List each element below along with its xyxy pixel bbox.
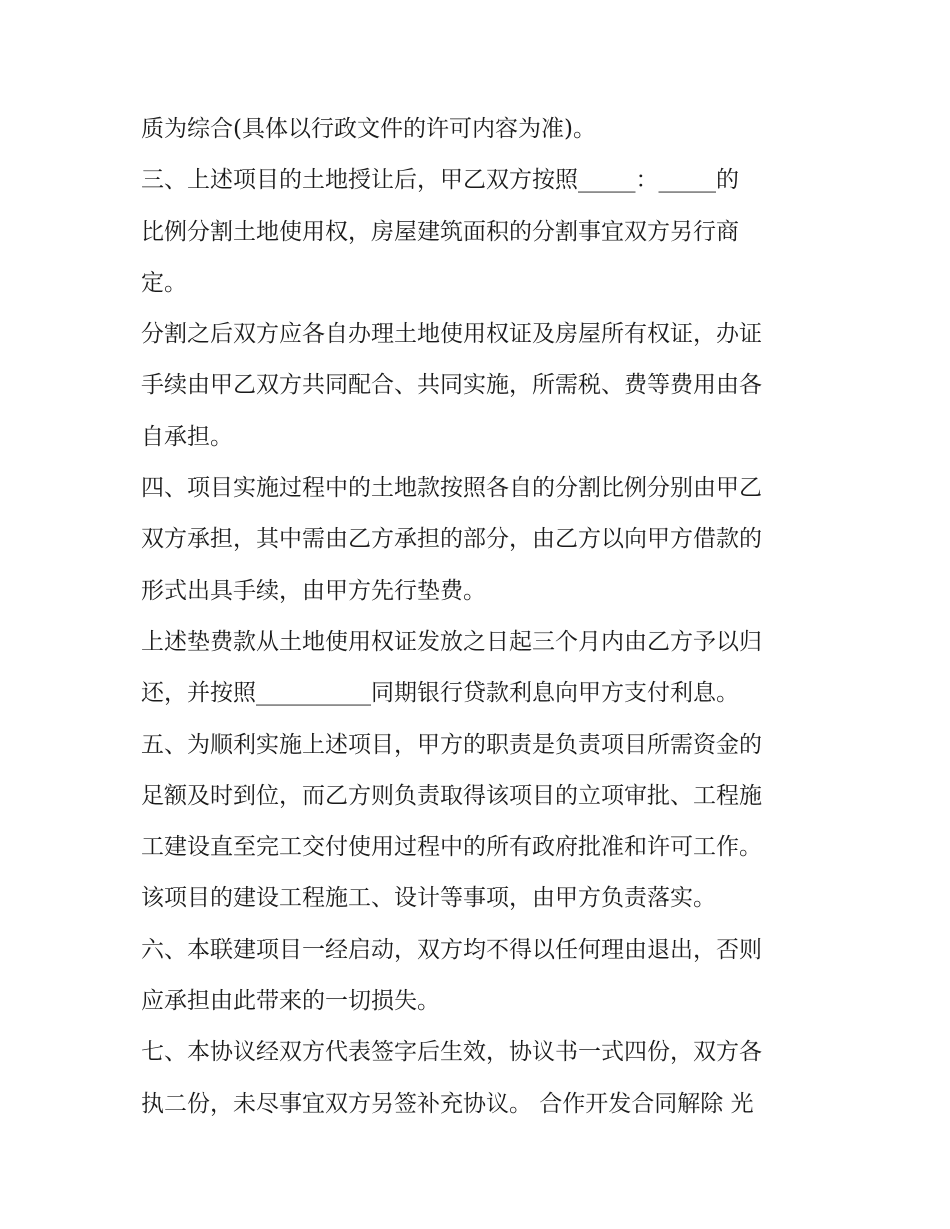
text-line: 三、上述项目的土地授让后，甲乙双方按照_____：_____的 — [141, 167, 739, 194]
text-line: 分割之后双方应各自办理土地使用权证及房屋所有权证，办证 — [141, 321, 762, 348]
text-line: 双方承担，其中需由乙方承担的部分，由乙方以向甲方借款的 — [141, 526, 762, 553]
text-line: 执二份，未尽事宜双方另签补充协议。 合作开发合同解除 光 — [141, 1090, 754, 1117]
text-line: 工建设直至完工交付使用过程中的所有政府批准和许可工作。 — [141, 834, 762, 861]
text-line: 定。 — [141, 269, 187, 296]
text-line: 还，并按照__________同期银行贷款利息向甲方支付利息。 — [141, 680, 739, 707]
text-line: 该项目的建设工程施工、设计等事项，由甲方负责落实。 — [141, 885, 716, 912]
text-line: 自承担。 — [141, 423, 233, 450]
text-line: 应承担由此带来的一切损失。 — [141, 988, 440, 1015]
text-line: 五、为顺利实施上述项目，甲方的职责是负责项目所需资金的 — [141, 731, 762, 758]
text-line: 六、本联建项目一经启动，双方均不得以任何理由退出，否则 — [141, 936, 762, 963]
text-line: 七、本协议经双方代表签字后生效，协议书一式四份，双方各 — [141, 1039, 762, 1066]
text-line: 四、项目实施过程中的土地款按照各自的分割比例分别由甲乙 — [141, 475, 762, 502]
text-line: 上述垫费款从土地使用权证发放之日起三个月内由乙方予以归 — [141, 628, 762, 655]
text-line: 足额及时到位，而乙方则负责取得该项目的立项审批、工程施 — [141, 782, 762, 809]
text-line: 质为综合(具体以行政文件的许可内容为准)。 — [141, 116, 596, 142]
text-line: 比例分割土地使用权，房屋建筑面积的分割事宜双方另行商 — [141, 218, 739, 245]
text-line: 手续由甲乙双方共同配合、共同实施，所需税、费等费用由各 — [141, 372, 762, 399]
document-body — [141, 104, 831, 1130]
text-line: 形式出具手续，由甲方先行垫费。 — [141, 577, 486, 604]
